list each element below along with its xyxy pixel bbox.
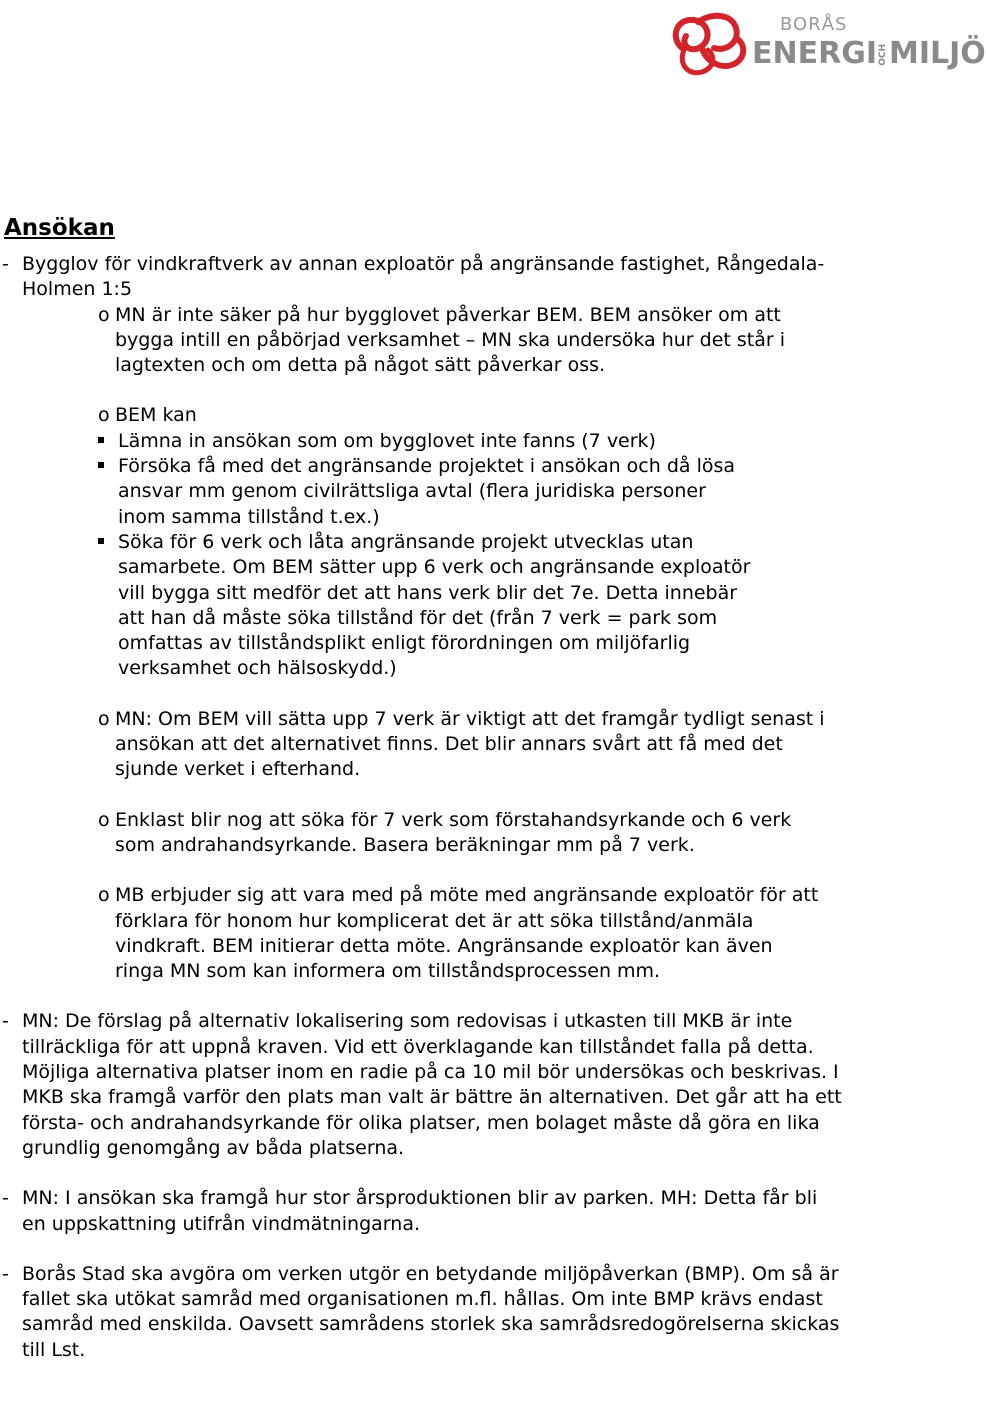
sub-list-item bbox=[98, 707, 827, 783]
bullet-item-text: Lämna in ansökan som om bygglovet inte fanns (7 verk) bbox=[118, 429, 656, 452]
sub-list-item-text: Enklast blir nog att söka för 7 verk som förstahandsyrkande och 6 verk som andrahandsyrkande. Basera beräkningar mm på 7 verk. bbox=[115, 808, 792, 856]
sub-list-item-text: MN: Om BEM vill sätta upp 7 verk är viktigt att det framgår tydligt senast i ansökan att det alternativet finns. Det blir annars svårt att få med det sjunde verket i efterhand. bbox=[115, 707, 825, 781]
square-bullet-icon bbox=[98, 437, 104, 443]
circle-marker: o bbox=[98, 808, 110, 831]
sub-list-item-text: BEM kan bbox=[115, 404, 197, 427]
bullet-item-text: Söka för 6 verk och låta angränsande projekt utvecklas utan samarbete. Om BEM sätter upp 6 verk och angränsande exploatör vill bygga sitt medför det att hans verk blir det 7e. Detta innebär att han då måste söka tillstånd för det (från 7 verk = park som omfattas av tillståndsplikt enligt förordningen om miljöfarlig verksamhet och hälsoskydd.) bbox=[118, 530, 751, 680]
logo-text-boras: BORÅS bbox=[780, 14, 848, 35]
sub-list-item bbox=[98, 808, 827, 859]
list-item-text: Bygglov för vindkraftverk av annan exploatör på angränsande fastighet, Rångedala-Holmen 1:5 bbox=[22, 253, 825, 301]
logo-text-energi-miljo: ENERGIOCHMILJÖ bbox=[752, 36, 986, 71]
dash-marker: - bbox=[2, 1010, 9, 1033]
circle-marker: o bbox=[98, 303, 110, 326]
circle-marker: o bbox=[98, 707, 110, 730]
list-item bbox=[0, 1262, 842, 1363]
dash-marker: - bbox=[2, 253, 9, 275]
section-heading: Ansökan bbox=[4, 215, 115, 241]
list-item bbox=[0, 252, 842, 984]
sub-list-item bbox=[98, 303, 827, 379]
circle-marker: o bbox=[98, 404, 110, 427]
bullet-item bbox=[118, 429, 758, 454]
bullet-item bbox=[118, 454, 758, 530]
sub-list-item bbox=[98, 883, 827, 984]
dash-marker: - bbox=[2, 1262, 9, 1285]
list-item-text: Borås Stad ska avgöra om verken utgör en betydande miljöpåverkan (BMP). Om så är fallet ska utökat samråd med organisationen m.fl. hållas. Om inte BMP krävs endast samråd med enskilda. Oavsett samrådens storlek ska samrådsredogörelserna skickas till Lst. bbox=[22, 1262, 840, 1361]
circle-marker: o bbox=[98, 884, 110, 907]
bullet-item bbox=[118, 530, 758, 682]
list-item-text: MN: De förslag på alternativ lokalisering som redovisas i utkasten till MKB är inte tillräckliga för att uppnå kraven. Vid ett överklagande kan tillståndet falla på detta. Möjliga alternativa platser inom en radie på ca 10 mil bör undersökas och beskrivas. I MKB ska framgå varför den plats man valt är bättre än alternativen. Det går att ha ett första- och andrahandsyrkande för olika platser, men bolaget måste då göra en lika grundlig genomgång av båda platserna. bbox=[22, 1010, 842, 1159]
dash-marker: - bbox=[2, 1187, 9, 1210]
sub-list-item-text: MB erbjuder sig att vara med på möte med angränsande exploatör för att förklara för honom hur komplicerat det är att söka tillstånd/anmäla vindkraft. BEM initierar detta möte. Angränsande exploatör kan även ringa MN som kan informera om tillståndsprocessen mm. bbox=[115, 884, 819, 983]
list-item-text: MN: I ansökan ska framgå hur stor årsproduktionen blir av parken. MH: Detta får bli en uppskattning utifrån vindmätningarna. bbox=[22, 1187, 818, 1235]
sub-list-item-text: MN är inte säker på hur bygglovet påverkar BEM. BEM ansöker om att bygga intill en påbörjad verksamhet – MN ska undersöka hur det står i lagtexten och om detta på något sätt påverkar oss. bbox=[115, 303, 786, 377]
list-item bbox=[0, 1186, 842, 1237]
square-bullet-icon bbox=[98, 462, 104, 468]
boras-energi-och-miljo-logo bbox=[662, 8, 986, 80]
bullet-item-text: Försöka få med det angränsande projektet i ansökan och då lösa ansvar mm genom civilrättsliga avtal (flera juridiska personer inom samma tillstånd t.ex.) bbox=[118, 455, 736, 528]
list-item bbox=[0, 1009, 842, 1161]
sub-list-item bbox=[98, 403, 827, 428]
square-bullet-icon bbox=[98, 538, 104, 544]
logo-swirl-icon bbox=[662, 8, 762, 80]
document-body bbox=[0, 213, 960, 1363]
